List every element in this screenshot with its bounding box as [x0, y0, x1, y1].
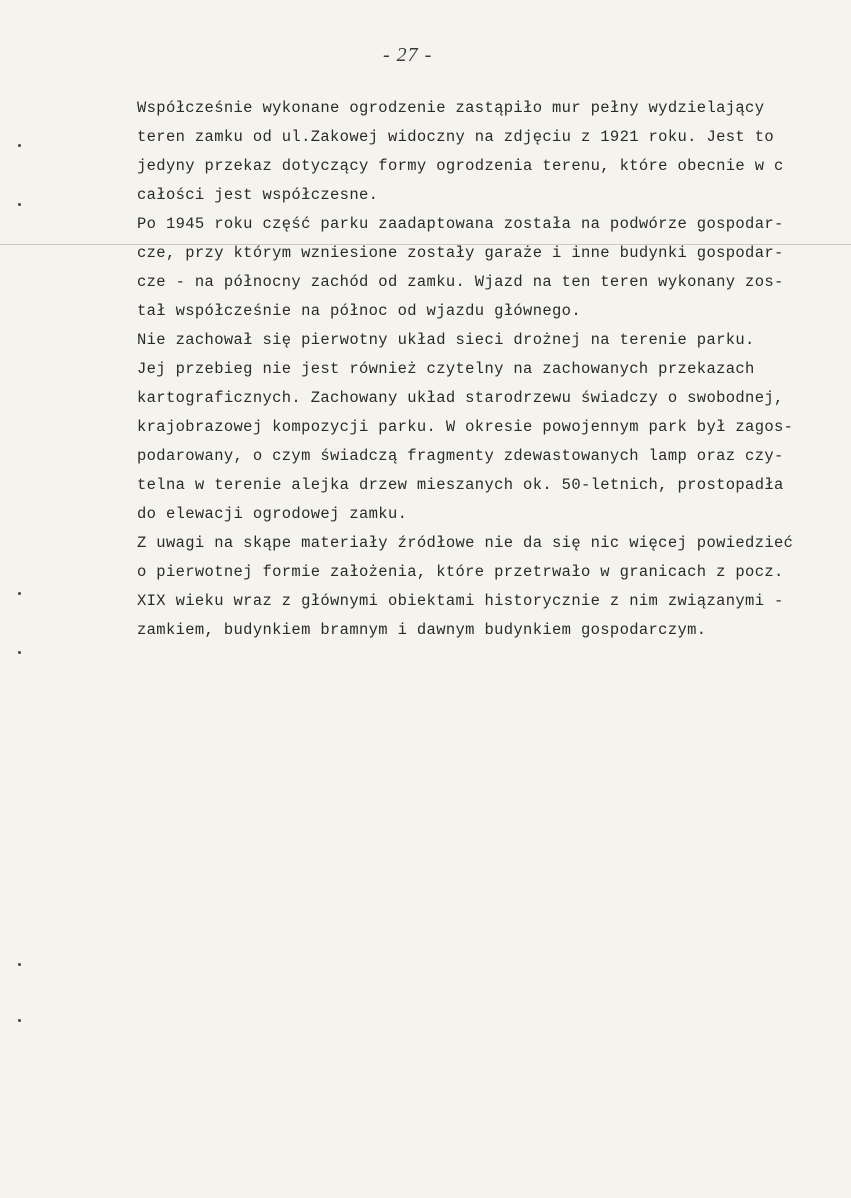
text-line: XIX wieku wraz z głównymi obiektami historycznie z nim związanymi -: [137, 592, 784, 610]
margin-mark: [18, 651, 21, 654]
margin-mark: [18, 144, 21, 147]
text-line: jedyny przekaz dotyczący formy ogrodzenia terenu, które obecnie w c: [137, 157, 784, 175]
page-number: - 27 -: [383, 44, 433, 66]
text-line: kartograficznych. Zachowany układ starodrzewu świadczy o swobodnej,: [137, 389, 784, 407]
text-line: zamkiem, budynkiem bramnym i dawnym budynkiem gospodarczym.: [137, 621, 707, 639]
text-line: całości jest współczesne.: [137, 186, 379, 204]
text-line: telna w terenie alejka drzew mieszanych ok. 50-letnich, prostopadła: [137, 476, 784, 494]
text-line: cze - na północny zachód od zamku. Wjazd na ten teren wykonany zos-: [137, 273, 784, 291]
text-line: Z uwagi na skąpe materiały źródłowe nie da się nic więcej powiedzieć: [137, 534, 794, 552]
text-line: Nie zachował się pierwotny układ sieci drożnej na terenie parku.: [137, 331, 755, 349]
text-line: Jej przebieg nie jest również czytelny na zachowanych przekazach: [137, 360, 755, 378]
margin-mark: [18, 963, 21, 966]
text-line: Współcześnie wykonane ogrodzenie zastąpiło mur pełny wydzielający: [137, 99, 765, 117]
body-text: [137, 94, 837, 645]
text-line: cze, przy którym wzniesione zostały garaże i inne budynki gospodar-: [137, 244, 784, 262]
text-line: do elewacji ogrodowej zamku.: [137, 505, 408, 523]
margin-mark: [18, 203, 21, 206]
text-line: o pierwotnej formie założenia, które przetrwało w granicach z pocz.: [137, 563, 784, 581]
margin-mark: [18, 592, 21, 595]
text-line: krajobrazowej kompozycji parku. W okresie powojennym park był zagos-: [137, 418, 794, 436]
margin-mark: [18, 1019, 21, 1022]
text-line: Po 1945 roku część parku zaadaptowana została na podwórze gospodar-: [137, 215, 784, 233]
text-line: podarowany, o czym świadczą fragmenty zdewastowanych lamp oraz czy-: [137, 447, 784, 465]
text-line: teren zamku od ul.Zakowej widoczny na zdjęciu z 1921 roku. Jest to: [137, 128, 774, 146]
text-line: tał współcześnie na północ od wjazdu głównego.: [137, 302, 581, 320]
